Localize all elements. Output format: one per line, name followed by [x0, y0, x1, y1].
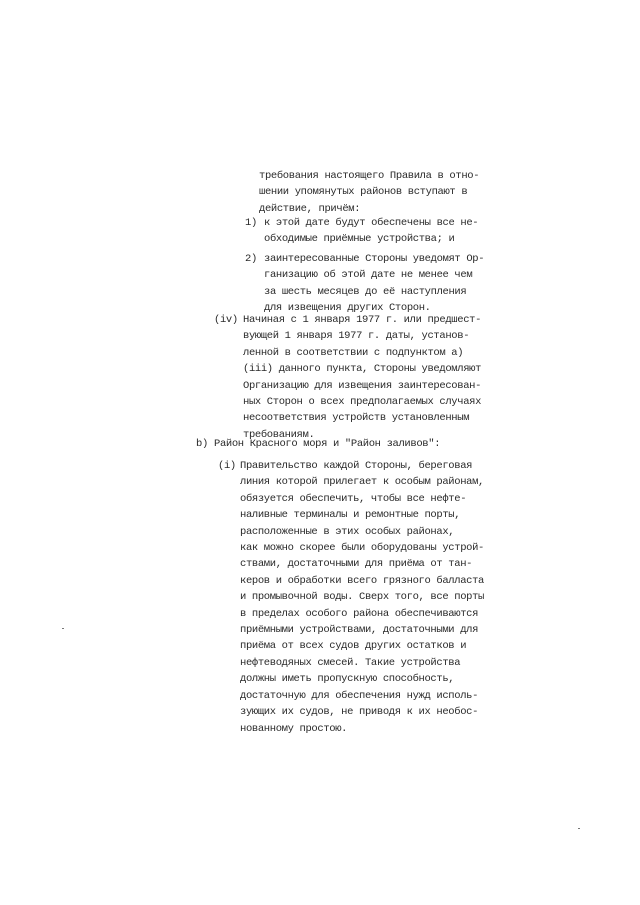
text-line: для извещения других Сторон.: [264, 302, 431, 315]
text-line: заинтересованные Стороны уведомят Ор-: [264, 253, 485, 265]
text-line: и промывочной воды. Сверх того, все порты: [240, 591, 484, 604]
text-line: в пределах особого района обеспечиваются: [240, 607, 479, 620]
text-line: ганизацию об этой дате не менее чем: [264, 269, 473, 282]
text-line: Организацию для извещения заинтересован-: [243, 379, 482, 392]
section-b-heading: Район Красного моря и "Район заливов":: [214, 438, 441, 450]
item-marker-iv: (iv): [214, 314, 238, 326]
text-line: как можно скорее были оборудованы устрой-: [240, 542, 484, 555]
item-marker-2: 2): [245, 253, 257, 265]
text-line: керов и обработки всего грязного балласта: [240, 574, 484, 587]
text-line: вующей 1 января 1977 г. даты, установ-: [243, 330, 470, 343]
section-marker-b: b): [196, 438, 208, 450]
text-line: шении упомянутых районов вступают в: [259, 186, 468, 199]
text-line: обходимые приёмные устройства; и: [264, 233, 455, 246]
text-line: наливные терминалы и ремонтные порты,: [240, 509, 461, 522]
item-i-text: [240, 458, 484, 737]
text-line: (iii) данного пункта, Стороны уведомляют: [243, 363, 482, 376]
item-marker-1: 1): [245, 217, 257, 229]
text-line: Правительство каждой Стороны, береговая: [240, 460, 473, 472]
intro-paragraph: [259, 168, 479, 217]
text-line: ленной в соответствии с подпунктом a): [243, 346, 464, 359]
item-iv-text: [243, 312, 481, 443]
text-line: Начиная с 1 января 1977 г. или предшест-: [243, 314, 482, 326]
text-line: линия которой прилегает к особым районам,: [240, 476, 484, 489]
item-2-text: [264, 251, 484, 317]
text-line: достаточную для обеспечения нужд исполь-: [240, 689, 479, 702]
text-line: к этой дате будут обеспечены все не-: [264, 217, 479, 229]
text-line: действие, причём:: [259, 202, 361, 215]
text-line: приёма от всех судов других остатков и: [240, 640, 467, 653]
text-line: обязуется обеспечить, чтобы все нефте-: [240, 492, 467, 505]
text-line: расположенные в этих особых районах,: [240, 525, 455, 538]
scan-speck: [578, 828, 580, 829]
text-line: за шесть месяцев до её наступления: [264, 285, 467, 298]
text-line: нефтеводяных смесей. Такие устройства: [240, 656, 461, 669]
text-line: несоответствия устройств установленным: [243, 412, 470, 425]
item-marker-i: (i): [218, 460, 236, 472]
text-line: требования настоящего Правила в отно-: [259, 170, 480, 182]
text-line: требованиям.: [243, 428, 315, 441]
item-1-text: [264, 215, 478, 248]
text-line: зующих их судов, не приводя к их необос-: [240, 706, 479, 719]
scan-speck: [62, 628, 64, 629]
text-line: приёмными устройствами, достаточными для: [240, 624, 479, 637]
text-line: ствами, достаточными для приёма от тан-: [240, 558, 473, 571]
text-line: ных Сторон о всех предполагаемых случаях: [243, 396, 482, 409]
text-line: должны иметь пропускную способность,: [240, 673, 455, 686]
text-line: нованному простою.: [240, 722, 348, 735]
